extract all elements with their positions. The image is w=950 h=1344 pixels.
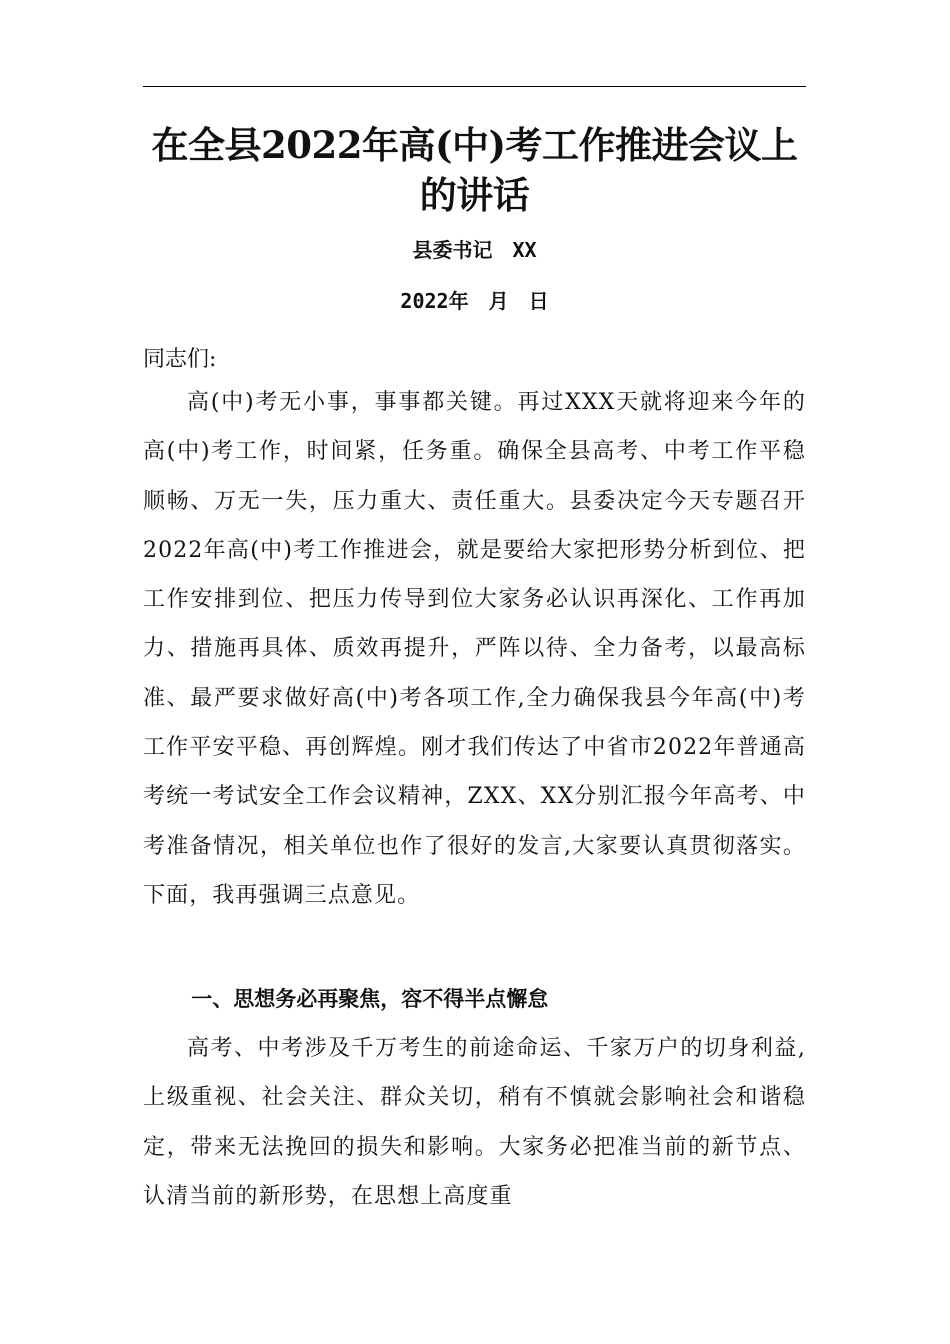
paragraph-intro: 高(中)考无小事，事事都关键。再过XXX天就将迎来今年的高(中)考工作，时间紧，任务重。确保全县高考、中考工作平稳顺畅、万无一失，压力重大、责任重大。县委决定今天专题召开2022年高(中)考工作推进会，就是要给大家把形势分析到位、把工作安排到位、把压力传导到位大家务必认识再深化、工作再加力、措施再具体、质效再提升，严阵以待、全力备考，以最高标准、最严要求做好高(中)考各项工作,全力确保我县今年高(中)考工作平安平稳、再创辉煌。刚才我们传达了中省市2022年普通高考统一考试安全工作会议精神，ZXX、XX分别汇报今年高考、中考准备情况，相关单位也作了很好的发言,大家要认真贯彻落实。下面，我再强调三点意见。 (143, 390, 806, 908)
document-title: 在全县2022年高(中)考工作推进会议上的讲话 (151, 123, 798, 217)
author-byline: 县委书记 XX (412, 238, 537, 262)
document-date: 2022年 月 日 (400, 289, 549, 313)
paragraph-section-1: 高考、中考涉及千万考生的前途命运、千家万户的切身利益,上级重视、社会关注、群众关切，稍有不慎就会影响社会和谐稳定，带来无法挽回的损失和影响。大家务必把准当前的新节点、认清当前的新形势，在思想上高度重 (143, 1036, 806, 1209)
salutation: 同志们: (143, 347, 217, 372)
header-rule (143, 86, 806, 87)
section-heading: 一、思想务必再聚焦，容不得半点懈怠 (191, 987, 549, 1011)
